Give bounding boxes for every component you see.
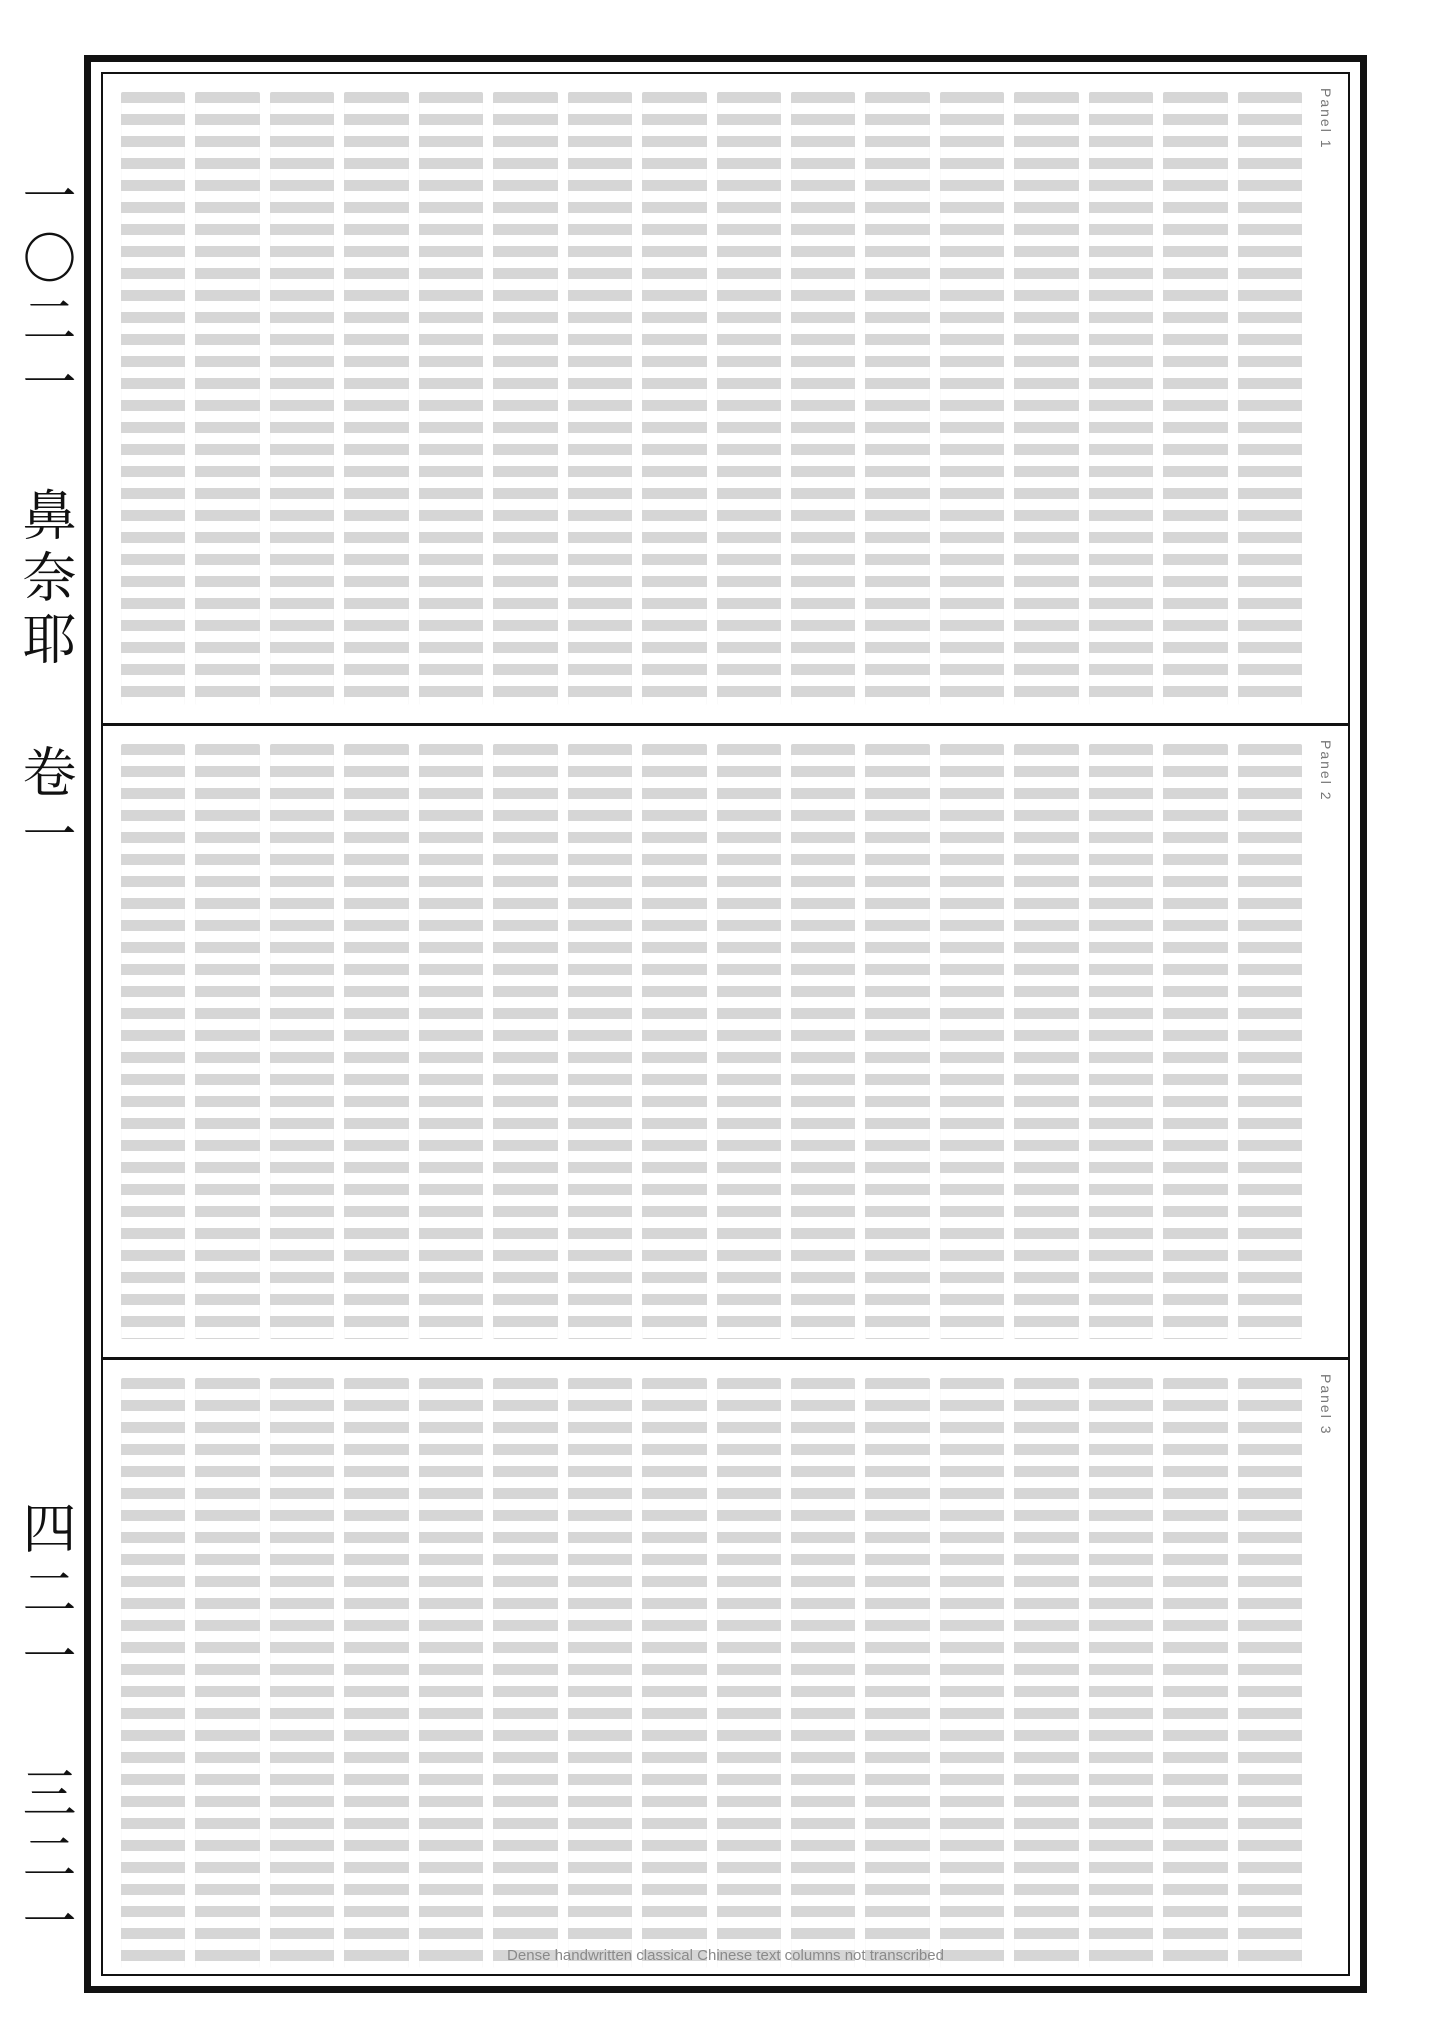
text-column <box>121 92 185 705</box>
text-column <box>642 744 706 1339</box>
text-column <box>493 92 557 705</box>
text-column <box>1163 744 1227 1339</box>
text-column <box>1163 1378 1227 1968</box>
text-column <box>1089 92 1153 705</box>
text-column <box>1238 744 1302 1339</box>
text-column <box>717 92 781 705</box>
text-column <box>1238 1378 1302 1968</box>
text-column <box>1014 1378 1078 1968</box>
text-column <box>121 744 185 1339</box>
text-column <box>791 1378 855 1968</box>
text-column <box>1014 744 1078 1339</box>
text-column <box>419 92 483 705</box>
text-column <box>121 1378 185 1968</box>
margin-page-number: 四二一 三二一 <box>14 1500 77 1957</box>
text-column <box>1238 92 1302 705</box>
text-column <box>344 744 408 1339</box>
text-column <box>195 92 259 705</box>
text-panel-middle <box>103 726 1348 1360</box>
text-column <box>940 744 1004 1339</box>
text-column <box>940 1378 1004 1968</box>
text-column <box>791 744 855 1339</box>
text-column <box>865 1378 929 1968</box>
text-column <box>493 744 557 1339</box>
text-column <box>717 1378 781 1968</box>
text-column <box>195 744 259 1339</box>
transcription-note: Dense handwritten classical Chinese text columns not transcribed <box>507 1947 944 1964</box>
text-column <box>270 92 334 705</box>
text-column <box>791 92 855 705</box>
text-column <box>493 1378 557 1968</box>
text-column <box>1163 92 1227 705</box>
outer-frame <box>84 55 1367 1993</box>
text-panel-bottom <box>103 1360 1348 1986</box>
text-column <box>642 92 706 705</box>
text-column <box>1089 744 1153 1339</box>
text-panel-top <box>103 74 1348 726</box>
text-column <box>344 92 408 705</box>
text-columns <box>121 744 1302 1339</box>
text-column <box>1014 92 1078 705</box>
text-column <box>642 1378 706 1968</box>
text-column <box>195 1378 259 1968</box>
text-column <box>568 744 632 1339</box>
text-column <box>865 92 929 705</box>
text-column <box>344 1378 408 1968</box>
text-column <box>940 92 1004 705</box>
text-column <box>419 744 483 1339</box>
text-column <box>717 744 781 1339</box>
text-columns <box>121 92 1302 705</box>
margin-title: 一〇二一 鼻奈耶 卷一 <box>14 168 77 868</box>
text-column <box>865 744 929 1339</box>
text-column <box>568 1378 632 1968</box>
panel-label: Panel 2 <box>1318 740 1334 802</box>
text-columns <box>121 1378 1302 1968</box>
text-column <box>270 744 334 1339</box>
text-column <box>270 1378 334 1968</box>
panel-label: Panel 1 <box>1318 88 1334 150</box>
text-column <box>419 1378 483 1968</box>
panel-label: Panel 3 <box>1318 1374 1334 1436</box>
text-column <box>568 92 632 705</box>
inner-frame <box>101 72 1350 1976</box>
text-column <box>1089 1378 1153 1968</box>
